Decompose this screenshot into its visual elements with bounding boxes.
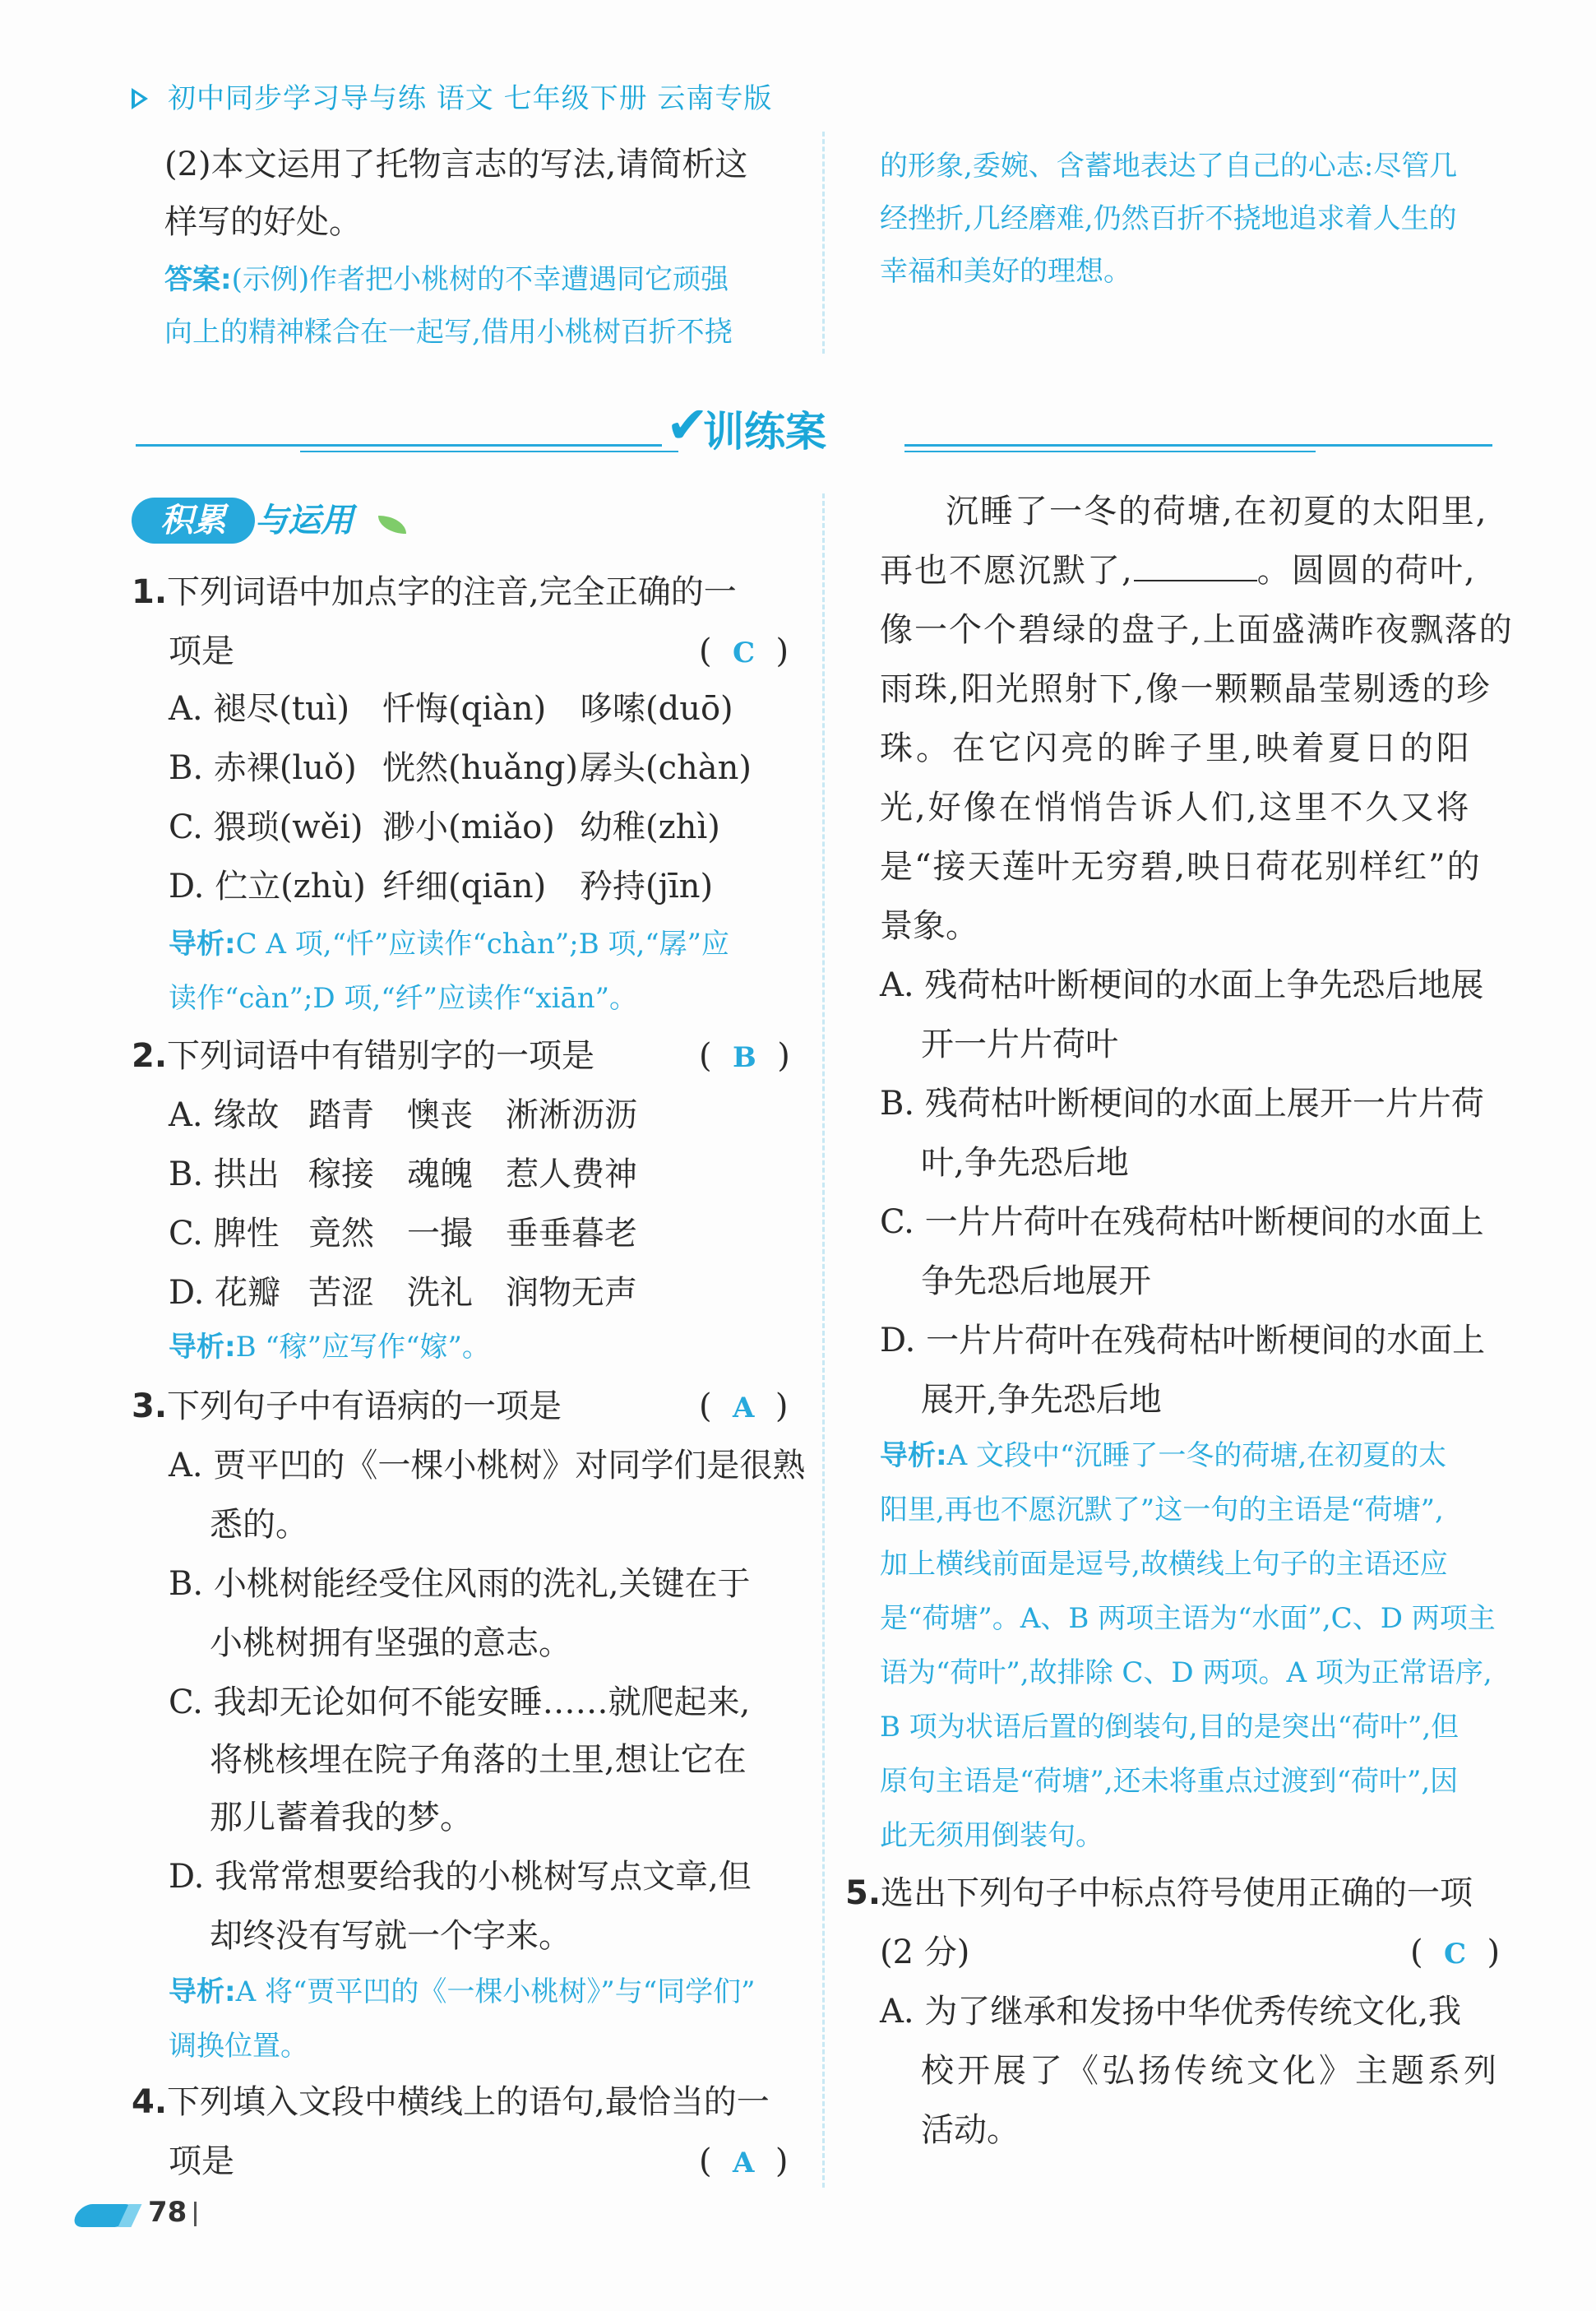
q4-option-d-line2: 展开,争先恐后地 <box>921 1381 1162 1419</box>
q4-option-c-line2: 争先恐后地展开 <box>921 1262 1151 1300</box>
q5-option-a-line3: 活动。 <box>921 2111 1020 2149</box>
q1-option-b: B. 赤裸(luǒ) <box>169 749 357 787</box>
q5-stem-line1: 5.选出下列句子中标点符号使用正确的一项 <box>845 1874 1473 1912</box>
q4-passage-line8: 景象。 <box>880 907 978 945</box>
q5-option-a-line1: A. 为了继承和发扬中华优秀传统文化,我 <box>880 1993 1462 2031</box>
running-header <box>132 76 772 116</box>
page-number: 78 <box>148 2196 187 2229</box>
q1-option-c: C. 猥琐(wěi) <box>169 808 363 846</box>
q5-option-a-line2: 校开展了《弘扬传统文化》主题系列 <box>921 2052 1500 2090</box>
q3-option-c-line1: C. 我却无论如何不能安睡……就爬起来, <box>169 1683 751 1721</box>
q4-stem-line2: 项是 <box>169 2142 234 2180</box>
header-text: 初中同步学习导与练 语文 七年级下册 云南专版 <box>168 82 773 115</box>
q2-option-b: B. 拱出 <box>169 1156 280 1193</box>
q3-answer-bracket: ( A ) <box>699 1387 789 1425</box>
q4-option-d-line1: D. 一片片荷叶在残荷枯叶断梗间的水面上 <box>880 1322 1486 1359</box>
q4-analysis-line3: 加上横线前面是逗号,故横线上句子的主语还应 <box>880 1548 1448 1581</box>
answer-text-1: (示例)作者把小桃树的不幸遭遇同它顽强 <box>231 263 729 296</box>
q2-analysis: 导析:B “稼”应写作“嫁”。 <box>169 1331 490 1364</box>
q4-passage-line7: 是“接天莲叶无穷碧,映日荷花别样红”的 <box>880 848 1482 886</box>
play-triangle-icon <box>132 88 148 109</box>
q4-passage-line5: 珠。在它闪亮的眸子里,映着夏日的阳 <box>880 729 1473 767</box>
leaf-icon <box>378 516 406 534</box>
q3-option-b-line1: B. 小桃树能经受住风雨的洗礼,关键在于 <box>169 1565 751 1603</box>
q4-analysis-line1: 导析:A 文段中“沉睡了一冬的荷塘,在初夏的太 <box>880 1439 1447 1472</box>
q3-option-d-line1: D. 我常常想要给我的小桃树写点文章,但 <box>169 1858 752 1896</box>
q3-analysis-line2: 调换位置。 <box>169 2030 308 2063</box>
q2-stem-line1: (2)本文运用了托物言志的写法,请简析这 <box>164 146 748 183</box>
top-right-line2: 经挫折,几经磨难,仍然百折不挠地追求着人生的 <box>880 202 1457 235</box>
column-divider-top <box>822 132 825 354</box>
q2-option-a: A. 缘故 <box>169 1096 280 1134</box>
q4-option-c-line1: C. 一片片荷叶在残荷枯叶断梗间的水面上 <box>880 1203 1484 1241</box>
q2-stem: 2.下列词语中有错别字的一项是 <box>132 1037 595 1075</box>
q1-analysis-line1: 导析:C A 项,“忏”应读作“chàn”;B 项,“孱”应 <box>169 928 730 961</box>
top-right-line1: 的形象,委婉、含蓄地表达了自己的心志:尽管几 <box>880 150 1458 183</box>
q3-option-c-line3: 那儿蓄着我的梦。 <box>210 1799 473 1836</box>
q4-passage-line4: 雨珠,阳光照射下,像一颗颗晶莹剔透的珍 <box>880 670 1492 708</box>
q4-option-b-line2: 叶,争先恐后地 <box>921 1144 1129 1182</box>
q4-analysis-line2: 阳里,再也不愿沉默了”这一句的主语是“荷塘”, <box>880 1494 1444 1526</box>
column-divider-main <box>822 493 825 2188</box>
page: 初中同步学习导与练 语文 七年级下册 云南专版 (2)本文运用了托物言志的写法,请简析这 样写的好处。 答案:(示例)作者把小桃树的不幸遭遇同它顽强 向上的精神糅合在一起写,借用小桃树百折不挠 的形象,委婉、含蓄地表达了自己的心志:尽管几 经挫折,几经磨难,仍然百折不挠地追求着人生的 幸福和美好的理想。 ✔ 训练案 积累 与运用 1.下列词语中加点字的注音,完全正确的一 项是 ( C ) A. 褪尽(tuì) 忏悔(qiàn) 哆嗦(duō) B. 赤裸(luǒ) 恍然(huǎng) 孱头(chàn) C. 猥琐(wěi) 渺小(miǎo) 幼稚(zhì) D. 伫立(zhù) 纤细(qiān) 矜持(jīn) 导析:C A 项,“忏”应读作“chàn”;B 项,“孱”应 读作“càn”;D 项,“纤”应读作“xiān”。 2.下列词语中有错别字的一项是 ( B ) A. 缘故 踏青 懊丧 淅淅沥沥 B. 拱出 稼接 魂魄 惹人费神 C. 脾性 竟然 一撮 垂垂暮老 D. 花瓣 苦涩 洗礼 润物无声 导析:B “稼”应写作“嫁”。 3.下列句子中有语病的一项是 ( A ) A. 贾平凹的《一棵小桃树》对同学们是很熟 悉的。 B. 小桃树能经受住风雨的洗礼,关键在于 小桃树拥有坚强的意志。 C. 我却无论如何不能安睡……就爬起来, 将桃核埋在院子角落的土里,想让它在 那儿蓄着我的梦。 D. 我常常想要给我的小桃树写点文章,但 却终没有写就一个字来。 导析:A 将“贾平凹的《一棵小桃树》”与“同学们” 调换位置。 4.下列填入文段中横线上的语句,最恰当的一 项是 ( A ) 沉睡了一冬的荷塘,在初夏的太阳里, 再也不愿沉默了, 。圆圆的荷叶, 像一个个碧绿的盘子,上面盛满昨夜飘落的 雨珠,阳光照射下,像一颗颗晶莹剔透的珍 珠。在它闪亮的眸子里,映着夏日的阳 光,好像在悄悄告诉人们,这里不久又将 是“接天莲叶无穷碧,映日荷花别样红”的 景象。 A. 残荷枯叶断梗间的水面上争先恐后地展 开一片片荷叶 B. 残荷枯叶断梗间的水面上展开一片片荷 叶,争先恐后地 C. 一片片荷叶在残荷枯叶断梗间的水面上 争先恐后地展开 D. 一片片荷叶在残荷枯叶断梗间的水面上 展开,争先恐后地 导析:A 文段中“沉睡了一冬的荷塘,在初夏的太 阳里,再也不愿沉默了”这一句的主语是“荷塘”, 加上横线前面是逗号,故横线上句子的主语还应 是“荷塘”。A、B 两项主语为“水面”,C、D 两项主 语为“荷叶”,故排除 C、D 两项。A 项为正常语序, B 项为状语后置的倒装句,目的是突出“荷叶”,但 原句主语是“荷塘”,还未将重点过渡到“荷叶”,因 此无须用倒装句。 5.选出下列句子中标点符号使用正确的一项 (2 分) ( C ) A. 为了继承和发扬中华优秀传统文化,我 校开展了《弘扬传统文化》主题系列 活动。 78 <box>0 0 1596 2311</box>
q4-passage-line1: 沉睡了一冬的荷塘,在初夏的太阳里, <box>946 493 1488 530</box>
q4-analysis-line7: 原句主语是“荷塘”,还未将重点过渡到“荷叶”,因 <box>880 1765 1459 1798</box>
q4-stem-line1: 4.下列填入文段中横线上的语句,最恰当的一 <box>132 2083 770 2121</box>
q5-answer-bracket: ( C ) <box>1410 1934 1501 1971</box>
q4-answer-bracket: ( A ) <box>699 2142 789 2180</box>
q4-analysis-line6: B 项为状语后置的倒装句,目的是突出“荷叶”,但 <box>880 1711 1460 1744</box>
q4-passage-line3: 像一个个碧绿的盘子,上面盛满昨夜飘落的 <box>880 611 1514 649</box>
sub-section-rest: 与运用 <box>255 502 354 540</box>
q4-option-b-line1: B. 残荷枯叶断梗间的水面上展开一片片荷 <box>880 1085 1484 1123</box>
q3-option-a-line2: 悉的。 <box>210 1506 308 1544</box>
q1-answer-bracket: ( C ) <box>699 632 789 670</box>
q3-option-b-line2: 小桃树拥有坚强的意志。 <box>210 1624 571 1662</box>
q5-stem-line2: (2 分) <box>880 1934 970 1971</box>
q3-option-c-line2: 将桃核埋在院子角落的土里,想让它在 <box>210 1741 747 1779</box>
section-title: 训练案 <box>703 408 826 456</box>
q1-option-d: D. 伫立(zhù) <box>169 868 366 905</box>
q2-option-c: C. 脾性 <box>169 1215 280 1253</box>
q4-option-a-line2: 开一片片荷叶 <box>921 1026 1118 1063</box>
q4-analysis-line4: 是“荷塘”。A、B 两项主语为“水面”,C、D 两项主 <box>880 1602 1496 1635</box>
top-right-line3: 幸福和美好的理想。 <box>880 255 1131 288</box>
q4-option-a-line1: A. 残荷枯叶断梗间的水面上争先恐后地展 <box>880 966 1484 1004</box>
q1-stem-line1: 1.下列词语中加点字的注音,完全正确的一 <box>132 573 737 611</box>
answer-label: 答案: <box>164 263 232 296</box>
q4-analysis-line8: 此无须用倒装句。 <box>880 1819 1103 1852</box>
q3-stem: 3.下列句子中有语病的一项是 <box>132 1387 562 1425</box>
q4-passage-line2: 再也不愿沉默了, 。圆圆的荷叶, <box>880 546 1476 595</box>
fill-blank <box>1134 547 1257 581</box>
q1-option-a: A. 褪尽(tuì) <box>169 690 350 728</box>
checkmark-icon: ✔ <box>666 395 709 455</box>
q1-stem-line2: 项是 <box>169 632 234 670</box>
q3-analysis-line1: 导析:A 将“贾平凹的《一棵小桃树》”与“同学们” <box>169 1975 756 2008</box>
q4-analysis-line5: 语为“荷叶”,故排除 C、D 两项。A 项为正常语序, <box>880 1656 1492 1689</box>
sub-section-pill: 积累 <box>132 498 255 544</box>
q2-answer-bracket: ( B ) <box>699 1037 790 1075</box>
q1-analysis-line2: 读作“càn”;D 项,“纤”应读作“xiān”。 <box>169 982 638 1015</box>
top-answer-line2: 向上的精神糅合在一起写,借用小桃树百折不挠 <box>164 316 733 349</box>
q3-option-a-line1: A. 贾平凹的《一棵小桃树》对同学们是很熟 <box>169 1447 806 1484</box>
top-answer-line1 <box>164 253 729 304</box>
q2-stem-line2: 样写的好处。 <box>164 203 362 241</box>
q3-option-d-line2: 却终没有写就一个字来。 <box>210 1917 571 1955</box>
q2-option-d: D. 花瓣 <box>169 1274 281 1312</box>
q4-passage-line6: 光,好像在悄悄告诉人们,这里不久又将 <box>880 789 1472 827</box>
